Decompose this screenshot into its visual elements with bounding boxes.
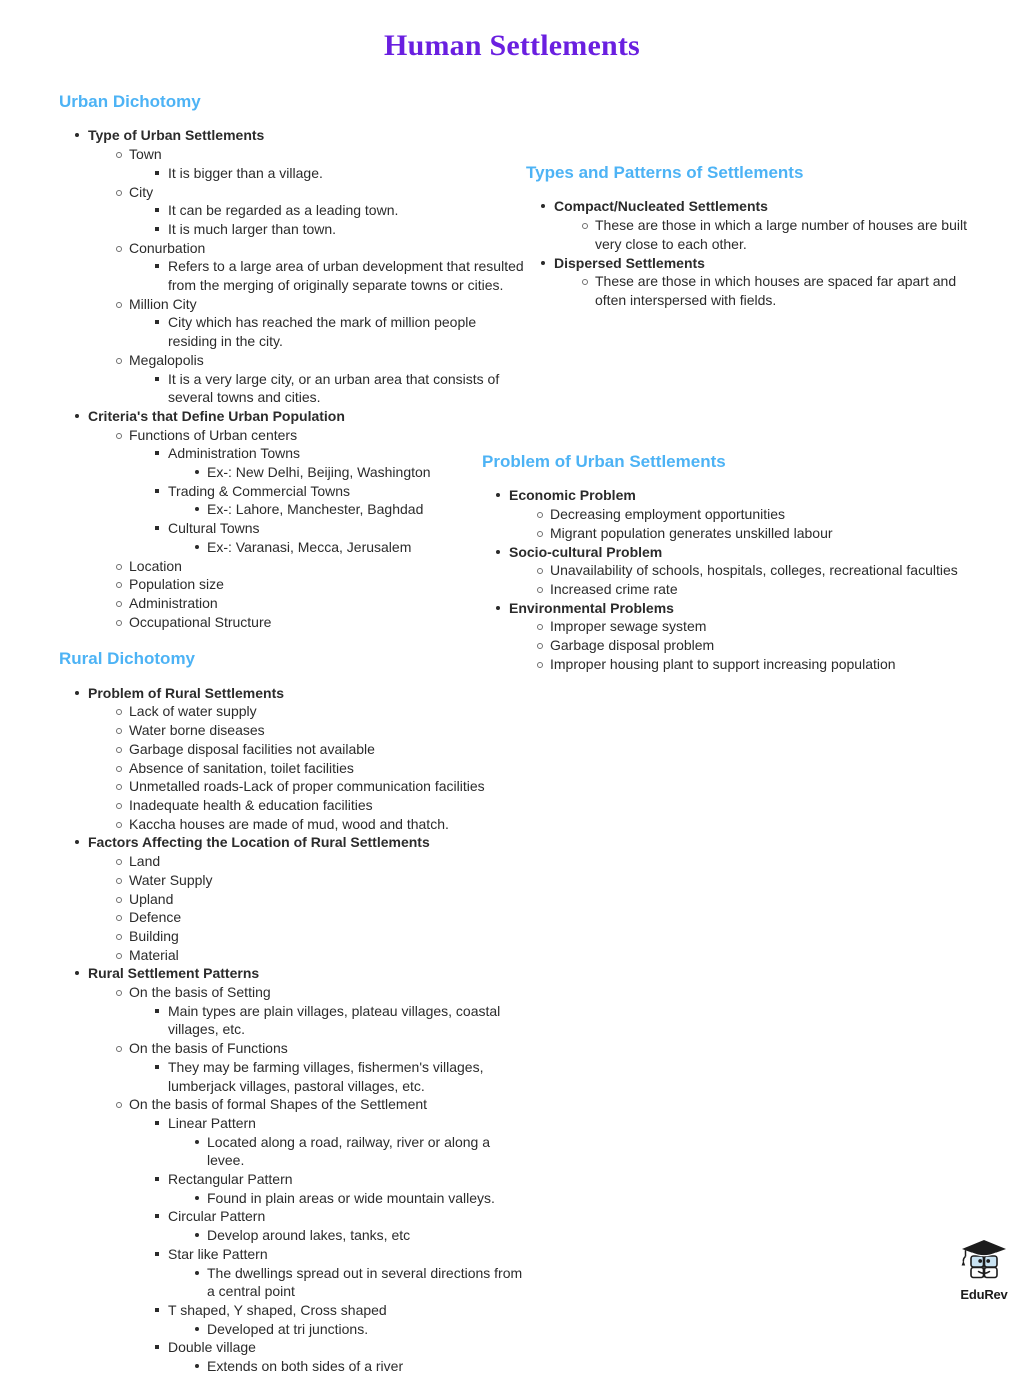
- edurev-logo: [948, 1236, 1020, 1302]
- list-item: [113, 1095, 529, 1376]
- list-item-label: Location: [129, 557, 182, 574]
- bullet-list-level-2: [113, 852, 529, 964]
- list-item: [113, 759, 529, 778]
- list-item-label: Extends on both sides of a river: [207, 1358, 404, 1375]
- list-item-label: Trading & Commercial Towns: [168, 482, 351, 499]
- list-item: [191, 1320, 529, 1339]
- bullet-list-level-4: [191, 500, 529, 519]
- page-title: Human Settlements: [384, 29, 640, 62]
- bullet-list-level-4: [191, 1264, 529, 1301]
- list-item-label: Decreasing employment opportunities: [550, 506, 786, 523]
- list-item-label: Circular Pattern: [168, 1208, 266, 1225]
- list-item-label: These are those in which a large number of houses are built very close to each other.: [595, 217, 967, 252]
- list-item-label: Migrant population generates unskilled labour: [550, 524, 833, 541]
- list-item-label: Building: [129, 927, 179, 944]
- list-item-label: Type of Urban Settlements: [88, 127, 265, 144]
- list-item: [113, 946, 529, 965]
- bullet-list-level-4: [191, 1320, 529, 1339]
- list-item: [191, 500, 529, 519]
- list-item: [534, 655, 972, 674]
- list-item: [579, 272, 972, 309]
- list-item-label: Star like Pattern: [168, 1245, 268, 1262]
- list-item-label: Developed at tri junctions.: [207, 1320, 369, 1337]
- list-item: [113, 594, 529, 613]
- list-item: [113, 721, 529, 740]
- list-item: [152, 313, 529, 350]
- list-item-label: Kaccha houses are made of mud, wood and thatch.: [129, 815, 449, 832]
- list-item-label: Lack of water supply: [129, 703, 257, 720]
- list-item: [152, 1002, 529, 1039]
- list-item-label: Functions of Urban centers: [129, 426, 298, 443]
- bullet-list-level-1: [72, 684, 529, 1376]
- list-item-label: Administration: [129, 594, 218, 611]
- list-item-label: Factors Affecting the Location of Rural Settlements: [88, 834, 430, 851]
- list-item-label: Ex-: Varanasi, Mecca, Jerusalem: [207, 538, 412, 555]
- bullet-list-level-1: [538, 197, 972, 309]
- list-item-label: City which has reached the mark of million people residing in the city.: [168, 314, 477, 350]
- rural-dichotomy-list: [59, 684, 529, 1376]
- section-spacer: [59, 631, 529, 649]
- bullet-list-level-3: [152, 313, 529, 350]
- list-item-label: Ex-: Lahore, Manchester, Baghdad: [207, 501, 424, 518]
- list-item-label: Rural Settlement Patterns: [88, 965, 260, 982]
- list-item: [534, 636, 972, 655]
- bullet-list-level-2: [113, 145, 529, 407]
- list-item-label: Develop around lakes, tanks, etc: [207, 1227, 411, 1244]
- list-item-label: Material: [129, 946, 179, 963]
- list-item-label: Garbage disposal problem: [550, 637, 715, 654]
- list-item-label: Environmental Problems: [509, 599, 674, 616]
- list-item-label: Upland: [129, 890, 174, 907]
- list-item: [113, 145, 529, 182]
- section-heading-problem-of-urban-settlements: Problem of Urban Settlements: [482, 452, 726, 471]
- problem-of-urban-settlements-list: [482, 486, 972, 673]
- list-item: [72, 833, 529, 964]
- bullet-list-level-4: [191, 1133, 529, 1170]
- list-item: [152, 1207, 529, 1244]
- bullet-list-level-3: [152, 201, 529, 238]
- bullet-list-level-4: [191, 1189, 529, 1208]
- bullet-list-level-3: [152, 370, 529, 407]
- section-heading-urban-dichotomy: Urban Dichotomy: [59, 92, 201, 111]
- list-item-label: Dispersed Settlements: [554, 254, 705, 271]
- list-item: [152, 1058, 529, 1095]
- list-item-label: Improper sewage system: [550, 618, 707, 635]
- list-item: [113, 426, 529, 557]
- bullet-list-level-2: [579, 216, 972, 253]
- section-problem-of-urban-settlements: [482, 452, 972, 673]
- list-item: [72, 684, 529, 834]
- list-item-label: It is a very large city, or an urban area that consists of several towns and cities.: [168, 370, 500, 406]
- list-item: [113, 613, 529, 632]
- bullet-list-level-3: [152, 1002, 529, 1039]
- types-and-patterns-list: [482, 197, 972, 309]
- list-item: [191, 1133, 529, 1170]
- list-item-label: Land: [129, 853, 161, 870]
- list-item: [72, 964, 529, 1375]
- bullet-list-level-2: [534, 561, 972, 598]
- list-item: [113, 702, 529, 721]
- list-item: [534, 524, 972, 543]
- list-item-label: Economic Problem: [509, 487, 636, 504]
- list-item-label: On the basis of formal Shapes of the Settlement: [129, 1096, 428, 1113]
- list-item: [113, 557, 529, 576]
- list-item-label: Compact/Nucleated Settlements: [554, 198, 768, 215]
- left-column: [59, 92, 529, 1376]
- list-item: [534, 561, 972, 580]
- list-item-label: It can be regarded as a leading town.: [168, 202, 399, 219]
- list-item: [113, 890, 529, 909]
- list-item-label: Water Supply: [129, 871, 213, 888]
- list-item-label: Linear Pattern: [168, 1114, 256, 1131]
- list-item-label: It is much larger than town.: [168, 220, 337, 237]
- bullet-list-level-1: [493, 486, 972, 673]
- list-item: [152, 370, 529, 407]
- bullet-list-level-4: [191, 463, 529, 482]
- list-item-label: Ex-: New Delhi, Beijing, Washington: [207, 464, 431, 481]
- list-item: [191, 1226, 529, 1245]
- list-item: [534, 580, 972, 599]
- list-item: [113, 796, 529, 815]
- list-item: [113, 239, 529, 295]
- bullet-list-level-4: [191, 538, 529, 557]
- list-item: [191, 1264, 529, 1301]
- bullet-list-level-2: [113, 426, 529, 632]
- section-types-and-patterns: [482, 163, 972, 310]
- list-item: [534, 617, 972, 636]
- list-item: [113, 575, 529, 594]
- list-item: [113, 815, 529, 834]
- list-item-label: Defence: [129, 909, 182, 926]
- list-item-label: Inadequate health & education facilities: [129, 796, 373, 813]
- list-item-label: Occupational Structure: [129, 613, 272, 630]
- list-item: [113, 983, 529, 1039]
- list-item-label: Criteria's that Define Urban Population: [88, 407, 345, 424]
- list-item-label: T shaped, Y shaped, Cross shaped: [168, 1301, 387, 1318]
- list-item-label: Improper housing plant to support increasing population: [550, 655, 896, 672]
- list-item-label: They may be farming villages, fishermen's villages, lumberjack villages, pastoral villages, etc.: [168, 1058, 484, 1094]
- list-item: [113, 777, 529, 796]
- list-item: [152, 1338, 529, 1375]
- graduation-cap-book-icon: [958, 1236, 1010, 1286]
- list-item-label: Town: [129, 146, 162, 163]
- list-item-label: On the basis of Setting: [129, 984, 271, 1001]
- urban-dichotomy-list: [59, 126, 529, 631]
- list-item: [152, 1170, 529, 1207]
- list-item-label: Administration Towns: [168, 445, 301, 462]
- list-item-label: Located along a road, railway, river or along a levee.: [207, 1133, 491, 1169]
- list-item: [152, 220, 529, 239]
- list-item-label: These are those in which houses are spaced far apart and often interspersed with fields.: [595, 273, 957, 308]
- list-item: [534, 505, 972, 524]
- list-item-label: Garbage disposal facilities not available: [129, 740, 375, 757]
- list-item: [152, 1114, 529, 1170]
- brand-name: EduRev: [960, 1287, 1008, 1302]
- list-item-label: Rectangular Pattern: [168, 1171, 293, 1188]
- list-item-label: Absence of sanitation, toilet facilities: [129, 759, 354, 776]
- list-item: [113, 295, 529, 351]
- list-item: [191, 1189, 529, 1208]
- list-item: [152, 1301, 529, 1338]
- bullet-list-level-4: [191, 1357, 529, 1376]
- list-item: [191, 463, 529, 482]
- list-item-label: Refers to a large area of urban development that resulted from the merging of originally separate towns or cities.: [168, 258, 524, 294]
- bullet-list-level-4: [191, 1226, 529, 1245]
- list-item-label: Double village: [168, 1339, 256, 1356]
- list-item: [113, 1039, 529, 1095]
- list-item-label: Increased crime rate: [550, 580, 678, 597]
- bullet-list-level-3: [152, 444, 529, 556]
- list-item: [152, 257, 529, 294]
- list-item-label: Socio-cultural Problem: [509, 543, 663, 560]
- list-item-label: Unavailability of schools, hospitals, colleges, recreational faculties: [550, 562, 958, 579]
- list-item: [113, 740, 529, 759]
- list-item: [191, 1357, 529, 1376]
- list-item-label: Problem of Rural Settlements: [88, 684, 285, 701]
- list-item-label: Population size: [129, 576, 224, 593]
- section-heading-rural-dichotomy: Rural Dichotomy: [59, 649, 196, 669]
- list-item: [538, 254, 972, 310]
- section-rural-dichotomy: [59, 649, 529, 1375]
- list-item-label: It is bigger than a village.: [168, 164, 323, 181]
- list-item-label: City: [129, 183, 154, 200]
- list-item: [152, 519, 529, 556]
- bullet-list-level-3: [152, 257, 529, 294]
- list-item: [152, 1245, 529, 1301]
- list-item: [113, 183, 529, 239]
- section-urban-dichotomy: [59, 92, 529, 631]
- bullet-list-level-1: [72, 126, 529, 631]
- list-item-label: Million City: [129, 295, 197, 312]
- list-item-label: Cultural Towns: [168, 520, 260, 537]
- bullet-list-level-3: [152, 1058, 529, 1095]
- bullet-list-level-2: [579, 272, 972, 309]
- list-item-label: Water borne diseases: [129, 722, 265, 739]
- list-item: [152, 444, 529, 481]
- bullet-list-level-3: [152, 164, 529, 183]
- list-item: [493, 486, 972, 542]
- list-item: [579, 216, 972, 253]
- list-item: [191, 538, 529, 557]
- bullet-list-level-2: [113, 702, 529, 833]
- list-item-label: Megalopolis: [129, 351, 204, 368]
- list-item: [538, 197, 972, 253]
- list-item-label: Main types are plain villages, plateau villages, coastal villages, etc.: [168, 1002, 501, 1038]
- list-item: [493, 599, 972, 674]
- bullet-list-level-2: [534, 505, 972, 542]
- list-item: [152, 201, 529, 220]
- list-item: [152, 482, 529, 519]
- list-item-label: The dwellings spread out in several directions from a central point: [207, 1264, 523, 1300]
- list-item-label: On the basis of Functions: [129, 1040, 288, 1057]
- list-item: [152, 164, 529, 183]
- list-item-label: Found in plain areas or wide mountain valleys.: [207, 1189, 495, 1206]
- list-item: [113, 908, 529, 927]
- bullet-list-level-2: [534, 617, 972, 673]
- list-item: [113, 852, 529, 871]
- bullet-list-level-3: [152, 1114, 529, 1376]
- list-item: [72, 126, 529, 407]
- list-item: [113, 871, 529, 890]
- list-item-label: Unmetalled roads-Lack of proper communication facilities: [129, 778, 485, 795]
- list-item: [493, 543, 972, 599]
- list-item: [72, 407, 529, 631]
- list-item: [113, 927, 529, 946]
- list-item-label: Conurbation: [129, 239, 206, 256]
- section-heading-types-and-patterns: Types and Patterns of Settlements: [526, 163, 804, 182]
- list-item: [113, 351, 529, 407]
